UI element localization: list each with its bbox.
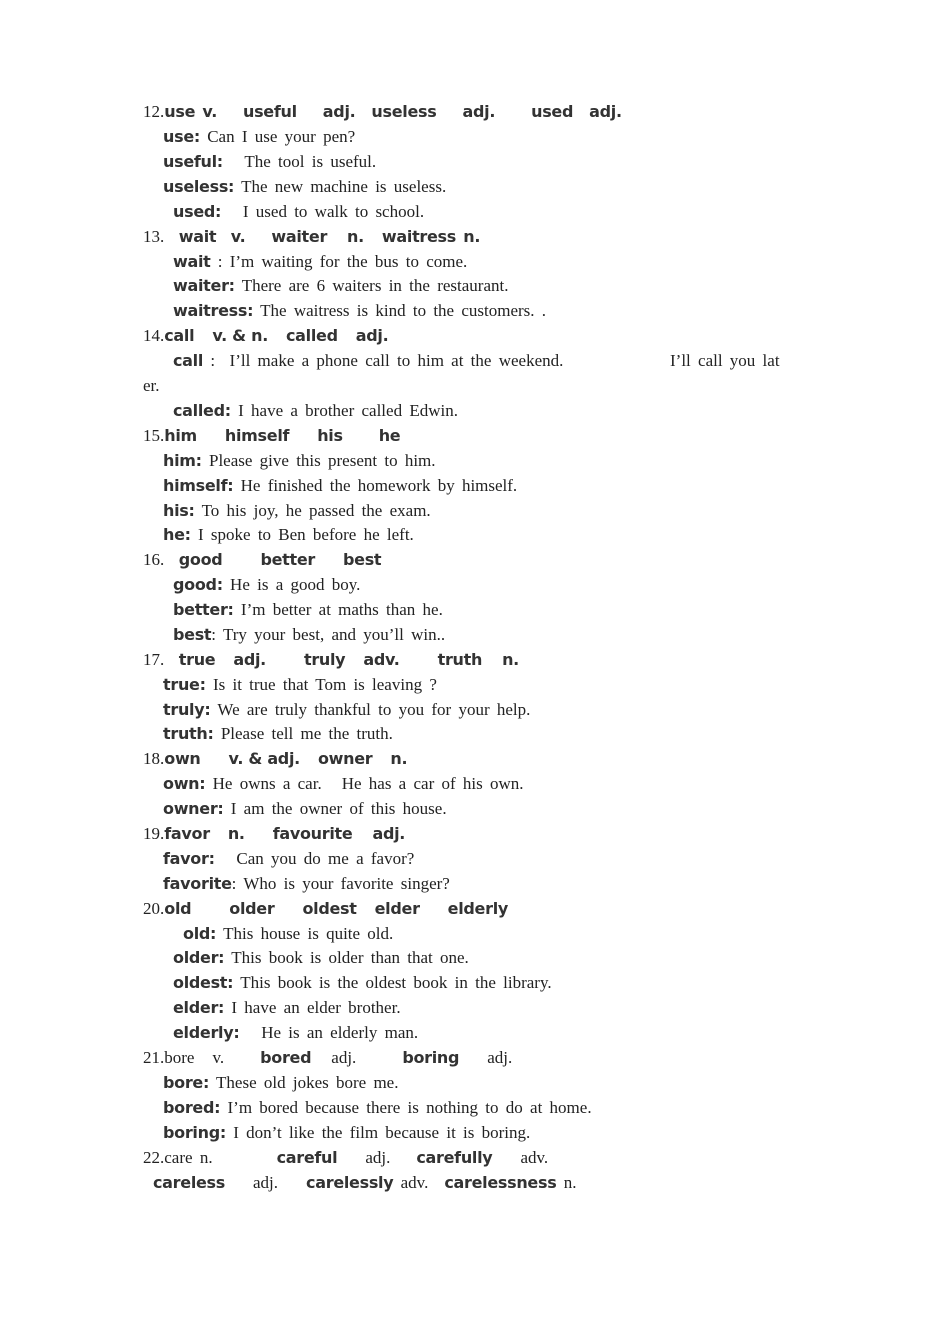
example-word: use:: [163, 127, 200, 146]
example-line: [163, 672, 437, 697]
part-of-speech: adj.: [331, 1048, 357, 1067]
part-of-speech: v. & n.: [212, 326, 268, 345]
example-word: better:: [173, 600, 234, 619]
entry-number: 12.: [143, 102, 165, 121]
entry-number: 22.: [143, 1148, 165, 1167]
part-of-speech: adv.: [400, 1173, 429, 1192]
example-word: elder:: [173, 998, 225, 1017]
entry-number: 21.: [143, 1048, 165, 1067]
example-sentence: : Who is your favorite singer?: [231, 874, 450, 893]
headword: care: [164, 1148, 193, 1167]
headword: truly: [303, 650, 346, 669]
example-sentence: I spoke to Ben before he left.: [198, 525, 414, 544]
entry-12-heading: [143, 99, 622, 124]
example-line: [183, 921, 393, 946]
headword: older: [229, 899, 275, 918]
entry-number: 17.: [143, 650, 165, 669]
example-line: [173, 622, 445, 647]
entry-number: 18.: [143, 749, 165, 768]
example-line: [173, 298, 546, 323]
part-of-speech: n.: [563, 1173, 577, 1192]
entry-16-heading: [143, 547, 381, 572]
part-of-speech: adj.: [233, 650, 266, 669]
example-sentence: I’m better at maths than he.: [240, 600, 443, 619]
example-sentence: To his joy, he passed the exam.: [201, 501, 431, 520]
example-line: [163, 498, 431, 523]
example-sentence: er.: [143, 376, 160, 395]
entry-number: 19.: [143, 824, 165, 843]
example-sentence: I have a brother called Edwin.: [238, 401, 458, 420]
headword: careful: [276, 1148, 338, 1167]
example-word: him:: [163, 451, 202, 470]
example-word: himself:: [163, 476, 234, 495]
headword: useless: [371, 102, 437, 121]
headword: boring: [402, 1048, 460, 1067]
headword: elderly: [447, 899, 509, 918]
entry-14-heading: [143, 323, 388, 348]
example-word: old:: [183, 924, 217, 943]
example-sentence: The tool is useful.: [244, 152, 377, 171]
example-sentence: I’m bored because there is nothing to do at home.: [227, 1098, 592, 1117]
part-of-speech: v.: [202, 102, 217, 121]
headword: truth: [437, 650, 483, 669]
example-line: [173, 199, 424, 224]
example-line: [163, 771, 524, 796]
part-of-speech: adj.: [322, 102, 356, 121]
part-of-speech: n.: [502, 650, 519, 669]
example-line: [173, 348, 563, 373]
headword: him: [164, 426, 197, 445]
example-word: waitress:: [173, 301, 254, 320]
example-line: [163, 721, 393, 746]
part-of-speech: n.: [199, 1148, 213, 1167]
example-sentence: He is an elderly man.: [261, 1023, 419, 1042]
part-of-speech: adv.: [520, 1148, 549, 1167]
entry-17-heading: [143, 647, 519, 672]
example-line: [163, 1120, 530, 1145]
example-sentence: I have an elder brother.: [231, 998, 401, 1017]
example-sentence: There are 6 waiters in the restaurant.: [241, 276, 509, 295]
headword: favourite: [272, 824, 353, 843]
example-word: used:: [173, 202, 222, 221]
headword: bore: [164, 1048, 195, 1067]
part-of-speech: adj.: [487, 1048, 513, 1067]
example-word: his:: [163, 501, 195, 520]
example-word: true:: [163, 675, 206, 694]
headword: own: [164, 749, 201, 768]
example-sentence: He owns a car.: [212, 774, 322, 793]
entry-number: 15.: [143, 426, 165, 445]
headword: owner: [317, 749, 373, 768]
headword: good: [178, 550, 223, 569]
example-sentence: This house is quite old.: [223, 924, 394, 943]
headword: better: [260, 550, 315, 569]
example-sentence: The new machine is useless.: [241, 177, 447, 196]
example-sentence: These old jokes bore me.: [216, 1073, 399, 1092]
example-sentence: I am the owner of this house.: [230, 799, 447, 818]
entry-22-second-line: [153, 1170, 576, 1195]
example-line: [163, 522, 414, 547]
example-word: elderly:: [173, 1023, 240, 1042]
example-line: [163, 846, 414, 871]
headword: called: [285, 326, 338, 345]
example-sentence: We are truly thankful to you for your help.: [217, 700, 531, 719]
entry-number: 20.: [143, 899, 165, 918]
example-word: own:: [163, 774, 206, 793]
example-line: [163, 1070, 398, 1095]
part-of-speech: n.: [227, 824, 245, 843]
example-sentence: This book is older than that one.: [231, 948, 469, 967]
example-word: called:: [173, 401, 231, 420]
example-line: [163, 149, 376, 174]
example-sentence: : Try your best, and you’ll win..: [211, 625, 446, 644]
example-sentence: The waitress is kind to the customers. .: [260, 301, 547, 320]
example-word: owner:: [163, 799, 224, 818]
example-line: [163, 871, 450, 896]
headword: used: [531, 102, 574, 121]
example-line: [173, 597, 443, 622]
example-sentence: Please tell me the truth.: [220, 724, 393, 743]
example-sentence: Please give this present to him.: [209, 451, 436, 470]
example-sentence: He has a car of his own.: [341, 774, 524, 793]
headword: oldest: [302, 899, 357, 918]
example-line: [163, 124, 355, 149]
example-line: [173, 945, 469, 970]
part-of-speech: adj.: [365, 1148, 391, 1167]
entry-number: 14.: [143, 326, 165, 345]
entry-22-heading: [143, 1145, 548, 1170]
example-word: oldest:: [173, 973, 234, 992]
entry-number: 13.: [143, 227, 165, 246]
example-word: truly:: [163, 700, 211, 719]
part-of-speech: v. & adj.: [228, 749, 300, 768]
example-word: waiter:: [173, 276, 235, 295]
headword: best: [343, 550, 382, 569]
headword: himself: [224, 426, 290, 445]
entry-13-heading: [143, 224, 480, 249]
example-line: [173, 398, 458, 423]
headword: bored: [260, 1048, 312, 1067]
part-of-speech: v.: [212, 1048, 225, 1067]
example-line: [163, 697, 530, 722]
entry-21-heading: [143, 1045, 512, 1070]
headword: carelessness: [444, 1173, 557, 1192]
entry-18-heading: [143, 746, 407, 771]
entry-number: 16.: [143, 550, 165, 569]
headword: carefully: [416, 1148, 493, 1167]
entry-15-heading: [143, 423, 400, 448]
part-of-speech: n.: [390, 749, 408, 768]
example-line: [173, 572, 360, 597]
example-sentence: Can you do me a favor?: [236, 849, 415, 868]
example-word: bore:: [163, 1073, 210, 1092]
headword: old: [164, 899, 192, 918]
example-line: [163, 473, 517, 498]
headword: he: [378, 426, 401, 445]
example-sentence: This book is the oldest book in the library.: [240, 973, 552, 992]
part-of-speech: adj.: [355, 326, 389, 345]
example-line: [173, 995, 401, 1020]
headword: elder: [374, 899, 420, 918]
example-sentence: : I’ll make a phone call to him at the weekend.: [210, 351, 564, 370]
example-line: [173, 249, 467, 274]
example-word: wait: [173, 252, 211, 271]
example-line: [173, 273, 508, 298]
headword: waitress: [381, 227, 457, 246]
part-of-speech: adj.: [253, 1173, 279, 1192]
part-of-speech: adv.: [363, 650, 400, 669]
example-sentence: Is it true that Tom is leaving ?: [212, 675, 437, 694]
example-line-tail: [670, 348, 780, 373]
example-word: useless:: [163, 177, 235, 196]
entry-20-heading: [143, 896, 508, 921]
part-of-speech: adj.: [462, 102, 496, 121]
example-sentence: He finished the homework by himself.: [240, 476, 518, 495]
example-word: truth:: [163, 724, 214, 743]
example-word: boring:: [163, 1123, 226, 1142]
headword: waiter: [271, 227, 328, 246]
headword: useful: [242, 102, 297, 121]
example-line: [163, 1095, 592, 1120]
example-word: call: [173, 351, 204, 370]
example-word: bored:: [163, 1098, 221, 1117]
example-line-continuation: [143, 373, 160, 398]
example-word: favor:: [163, 849, 215, 868]
headword: use: [164, 102, 196, 121]
example-line: [173, 970, 552, 995]
headword: wait: [178, 227, 217, 246]
headword: carelessly: [306, 1173, 394, 1192]
entry-19-heading: [143, 821, 405, 846]
headword: favor: [164, 824, 210, 843]
example-sentence: I don’t like the film because it is boring.: [233, 1123, 531, 1142]
example-sentence: He is a good boy.: [230, 575, 361, 594]
example-word: favorite: [163, 874, 232, 893]
part-of-speech: adj.: [589, 102, 622, 121]
example-sentence: I used to walk to school.: [242, 202, 425, 221]
part-of-speech: n.: [463, 227, 481, 246]
example-word: older:: [173, 948, 225, 967]
example-word: best: [173, 625, 212, 644]
example-line: [163, 448, 436, 473]
headword: call: [164, 326, 195, 345]
example-sentence: : I’m waiting for the bus to come.: [217, 252, 468, 271]
example-sentence: I’ll call you lat: [670, 351, 780, 370]
example-word: useful:: [163, 152, 223, 171]
part-of-speech: adj.: [372, 824, 406, 843]
example-word: he:: [163, 525, 191, 544]
example-line: [163, 796, 447, 821]
part-of-speech: n.: [347, 227, 364, 246]
headword: true: [178, 650, 216, 669]
headword: careless: [153, 1173, 226, 1192]
headword: his: [317, 426, 343, 445]
part-of-speech: v.: [230, 227, 246, 246]
example-sentence: Can I use your pen?: [207, 127, 356, 146]
example-line: [173, 1020, 418, 1045]
example-line: [163, 174, 446, 199]
example-word: good:: [173, 575, 223, 594]
